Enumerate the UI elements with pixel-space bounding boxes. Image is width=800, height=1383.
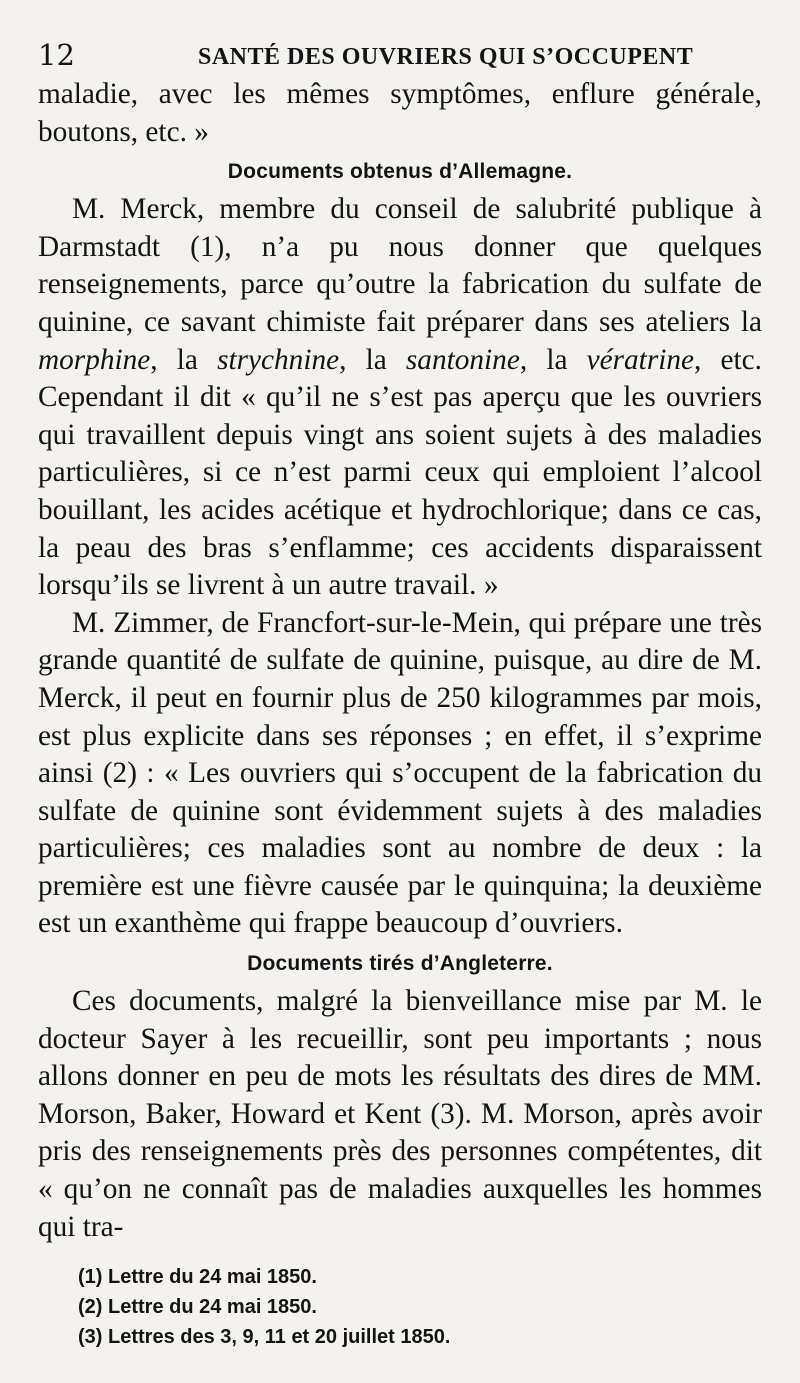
footnotes — [78, 1262, 758, 1352]
running-header — [38, 38, 778, 78]
paragraph-text: M. Merck, membre du conseil de salubrité publique à Darmstadt (1), n’a pu nous donner que quelques renseignements, parce qu’outre la fabrication du sulfate de quinine, ce savant chimiste fait préparer dans ses ateliers la — [38, 193, 762, 338]
section-heading-germany: Documents obtenus d’Allemagne. — [227, 160, 573, 184]
paragraph-text: , la — [339, 343, 406, 376]
main-text — [38, 76, 762, 1246]
italic-term-veratrine: vératrine — [586, 343, 695, 376]
running-title: SANTÉ DES OUVRIERS QUI S’OCCUPENT — [198, 44, 694, 70]
italic-term-santonine: santonine — [405, 343, 520, 376]
paragraph-english-documents: Ces documents, malgré la bienveillance mise par M. le docteur Sayer à les recueillir, sont peu importants ; nous allons donner en peu de mots les résultats des dires de MM. Morson, Baker, Howard et Kent (3). M. Morson, après avoir pris des renseignements près des personnes compétentes, dit « qu’on ne connaît pas de maladies auxquelles les hommes qui tra- — [38, 985, 762, 1243]
paragraph-text: , la — [150, 343, 218, 376]
paragraph-zimmer: M. Zimmer, de Francfort-sur-le-Mein, qui prépare une très grande quantité de sulfate de quinine, puisque, au dire de M. Merck, il peut en fournir plus de 250 kilogrammes par mois, est plus explicite dans ses réponses ; en effet, il s’exprime ainsi (2) : « Les ouvriers qui s’occupent de la fabrication du sulfate de quinine sont évidemment sujets à des maladies particulières; ces maladies sont au nombre de deux : la première est une fièvre causée par le quinquina; la deuxième est un exanthème qui frappe beaucoup d’ouvriers. — [38, 606, 762, 940]
paragraph-text: , etc. Cependant il dit « qu’il ne s’est pas aperçu que les ouvriers qui travaillent depuis vingt ans soient sujets à des maladies particulières, si ce n’est parmi ceux qui emploient l’alcool bouillant, les acides acétique et hydrochlorique; dans ce cas, la peau des bras s’enflamme; ces accidents disparaissent lorsqu’ils se livrent à un autre travail. » — [38, 343, 762, 602]
italic-term-morphine: morphine — [38, 343, 151, 376]
footnote-2: (2) Lettre du 24 mai 1850. — [78, 1296, 317, 1318]
page-number: 12 — [38, 38, 75, 72]
footnote-3: (3) Lettres des 3, 9, 11 et 20 juillet 1850. — [78, 1326, 451, 1348]
paragraph-merck — [38, 191, 762, 605]
paragraph-continued: maladie, avec les mêmes symptômes, enflure générale, boutons, etc. » — [38, 78, 762, 148]
footnote-1: (1) Lettre du 24 mai 1850. — [78, 1266, 317, 1288]
section-heading-england: Documents tirés d’Angleterre. — [247, 952, 553, 976]
italic-term-strychnine: strychnine — [217, 343, 340, 376]
paragraph-text: , la — [519, 343, 587, 376]
